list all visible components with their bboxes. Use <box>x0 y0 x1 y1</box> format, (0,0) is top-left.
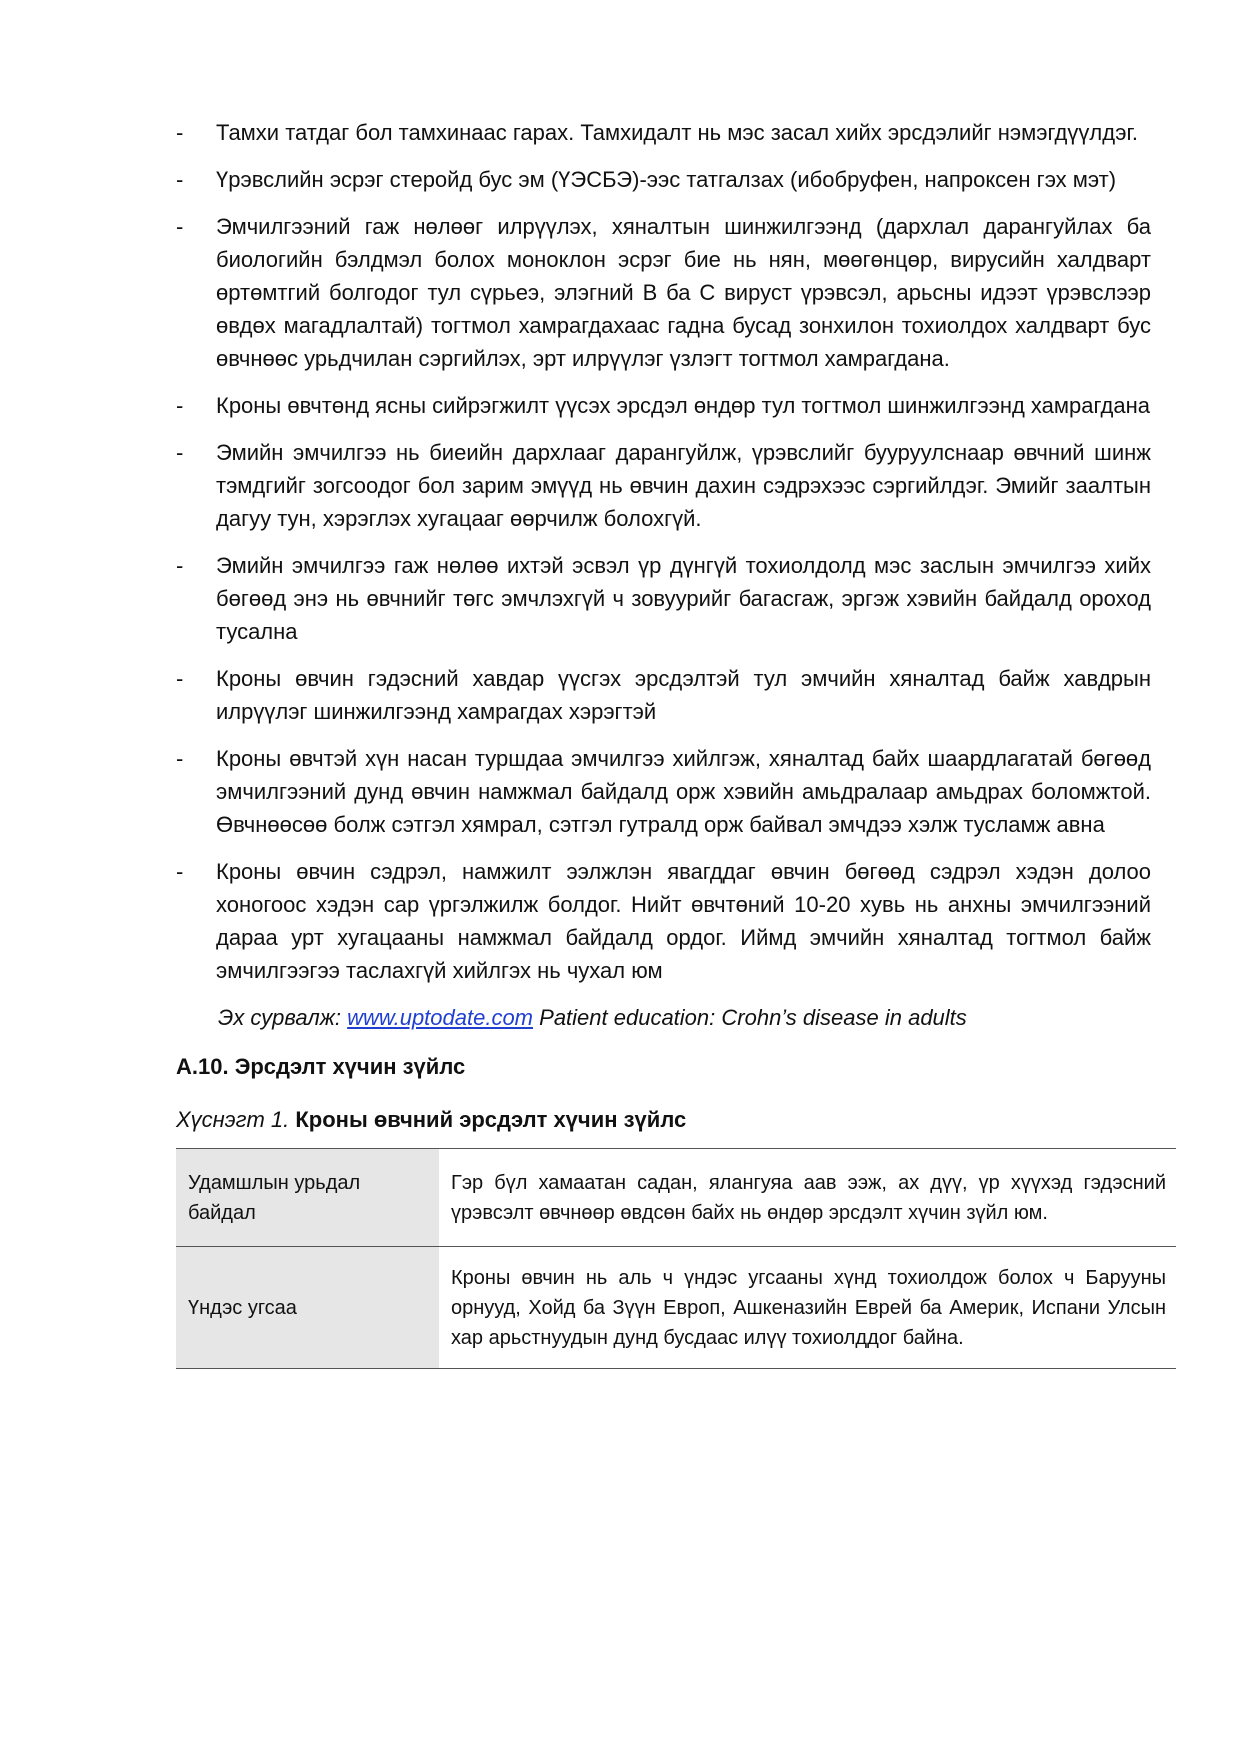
risk-factor-cell: Үндэс угсаа <box>176 1247 439 1369</box>
list-item <box>176 210 1151 375</box>
list-item-text: Кроны өвчтөнд ясны сийрэгжилт үүсэх эрсдэл өндөр тул тогтмол шинжилгээнд хамрагдана <box>216 393 1150 418</box>
list-item <box>176 549 1151 648</box>
list-item <box>176 116 1151 149</box>
page-content <box>176 116 1166 1369</box>
bullet-marker: - <box>176 746 184 771</box>
list-item <box>176 662 1151 728</box>
list-item <box>176 163 1151 196</box>
table-caption-prefix: Хүснэгт 1. <box>176 1107 290 1132</box>
bullet-marker: - <box>176 440 184 465</box>
bullet-marker: - <box>176 553 184 578</box>
table-row <box>176 1149 1176 1247</box>
bullet-marker: - <box>176 167 184 192</box>
list-item-text: Кроны өвчин гэдэсний хавдар үүсгэх эрсдэлтэй тул эмчийн хяналтад байж хавдрын илрүүлэг шинжилгээнд хамрагдах хэрэгтэй <box>216 666 1151 724</box>
section-heading: А.10. Эрсдэлт хүчин зүйлс <box>176 1054 466 1079</box>
list-item-text: Үрэвслийн эсрэг стеройд бус эм (ҮЭСБЭ)-ээс татгалзах (ибобруфен, напроксен гэх мэт) <box>216 167 1117 192</box>
table-caption-title: Кроны өвчний эрсдэлт хүчин зүйлс <box>295 1107 687 1132</box>
source-prefix: Эх сурвалж: <box>218 1005 342 1030</box>
list-item-text: Тамхи татдаг бол тамхинаас гарах. Тамхидалт нь мэс засал хийх эрсдэлийг нэмэгдүүлдэг. <box>216 120 1138 145</box>
bullet-marker: - <box>176 393 184 418</box>
list-item <box>176 436 1151 535</box>
bullet-marker: - <box>176 214 184 239</box>
risk-description-cell: Гэр бүл хамаатан садан, ялангуяа аав ээж, ах дүү, үр хүүхэд гэдэсний үрэвсэлт өвчнөөр өвдсөн байх нь өндөр эрсдэлт хүчин зүйл юм. <box>439 1149 1176 1247</box>
source-suffix: Patient education: Crohn’s disease in adults <box>539 1005 967 1030</box>
list-item <box>176 855 1151 987</box>
table-row <box>176 1247 1176 1369</box>
source-citation <box>218 1001 1151 1034</box>
source-link[interactable]: www.uptodate.com <box>347 1005 534 1030</box>
risk-factors-table <box>176 1148 1176 1369</box>
bullet-marker: - <box>176 120 184 145</box>
risk-description-cell: Кроны өвчин нь аль ч үндэс угсааны хүнд тохиолдож болох ч Барууны орнууд, Хойд ба Зүүн Европ, Ашкеназийн Еврей ба Америк, Испани Улсын хар арьстнуудын дунд бусдаас илүү тохиолддог байна. <box>439 1247 1176 1369</box>
list-item-text: Кроны өвчин сэдрэл, намжилт ээлжлэн явагддаг өвчин бөгөөд сэдрэл хэдэн долоо хоногоос хэдэн сар үргэлжилж болдог. Нийт өвчтөний 10-20 хувь нь анхны эмчилгээний дараа урт хугацааны намжмал байдалд ордог. Иймд эмчийн хяналтад тогтмол байж эмчилгээгээ таслахгүй хийлгэх нь чухал юм <box>216 859 1151 983</box>
list-item-text: Эмийн эмчилгээ нь биеийн дархлааг дарангуйлж, үрэвслийг бууруулснаар өвчний шинж тэмдгийг зогсоодог бол зарим эмүүд нь өвчин дахин сэдрэхээс сэргийлдэг. Эмийг заалтын дагуу тун, хэрэглэх хугацааг өөрчилж болохгүй. <box>216 440 1151 531</box>
risk-factor-cell: Удамшлын урьдал байдал <box>176 1149 439 1247</box>
recommendation-list <box>176 116 1151 987</box>
list-item <box>176 389 1151 422</box>
bullet-marker: - <box>176 859 184 884</box>
list-item-text: Эмчилгээний гаж нөлөөг илрүүлэх, хяналтын шинжилгээнд (дархлал дарангуйлах ба биологийн бэлдмэл болох моноклон эсрэг бие нь нян, мөөгөнцөр, вирусийн халдварт өртөмтгий болгодог тул сүрьеэ, элэгний В ба С вируст үрэвсэл, арьсны идээт үрэвслээр өвдөх магадлалтай) тогтмол хамрагдахаас гадна бусад зонхилон тохиолдох халдварт бус өвчнөөс урьдчилан сэргийлэх, эрт илрүүлэг үзлэгт тогтмол хамрагдана. <box>216 214 1151 371</box>
list-item-text: Эмийн эмчилгээ гаж нөлөө ихтэй эсвэл үр дүнгүй тохиолдолд мэс заслын эмчилгээ хийх бөгөөд энэ нь өвчнийг төгс эмчлэхгүй ч зовуурийг багасгаж, эргэж хэвийн байдалд ороход тусална <box>216 553 1151 644</box>
list-item-text: Кроны өвчтэй хүн насан туршдаа эмчилгээ хийлгэж, хяналтад байх шаардлагатай бөгөөд эмчилгээний дунд өвчин намжмал байдалд орж хэвийн амьдралаар амьдрах боломжтой. Өвчнөөсөө болж сэтгэл хямрал, сэтгэл гутралд орж байвал эмчдээ хэлж тусламж авна <box>216 746 1151 837</box>
bullet-marker: - <box>176 666 184 691</box>
table-caption <box>176 1103 1151 1136</box>
list-item <box>176 742 1151 841</box>
